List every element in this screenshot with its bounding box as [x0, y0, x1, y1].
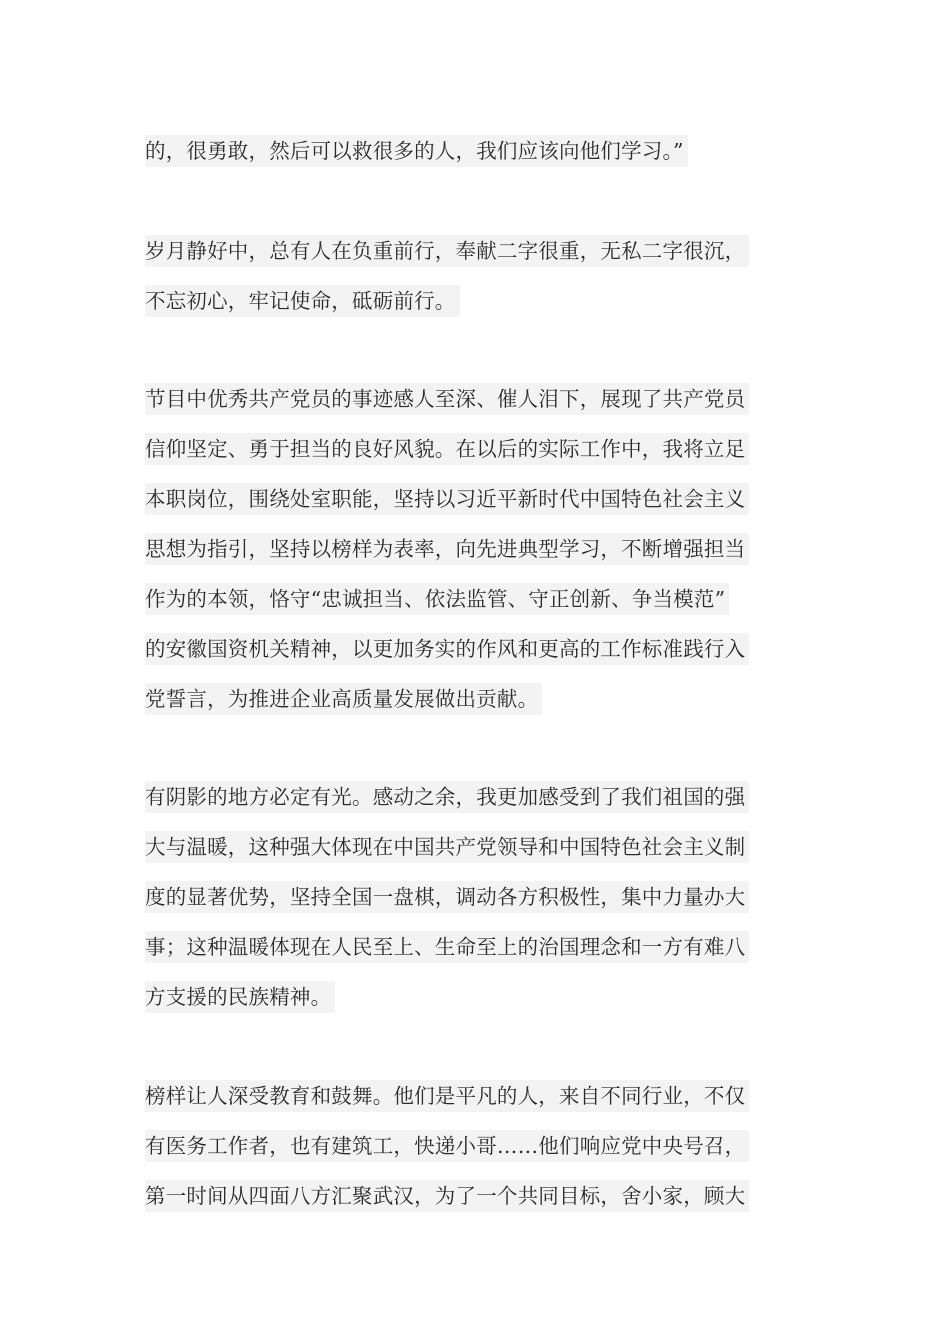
- text-line: 思想为指引，坚持以榜样为表率，向先进典型学习，不断增强担当: [145, 524, 795, 574]
- text-line: 信仰坚定、勇于担当的良好风貌。在以后的实际工作中，我将立足: [145, 424, 795, 474]
- text-line: 节目中优秀共产党员的事迹感人至深、催人泪下，展现了共产党员: [145, 374, 795, 424]
- paragraph-1: [145, 126, 795, 176]
- paragraph-5: [145, 1071, 795, 1221]
- text-line: 本职岗位，围绕处室职能，坚持以习近平新时代中国特色社会主义: [145, 474, 795, 524]
- text-line: 第一时间从四面八方汇聚武汉，为了一个共同目标，舍小家，顾大: [145, 1171, 795, 1221]
- text-line: 有医务工作者，也有建筑工，快递小哥……他们响应党中央号召，: [145, 1121, 795, 1171]
- text-line: 事；这种温暖体现在人民至上、生命至上的治国理念和一方有难八: [145, 922, 795, 972]
- text-line: 度的显著优势，坚持全国一盘棋，调动各方积极性，集中力量办大: [145, 872, 795, 922]
- paragraph-3: [145, 374, 795, 724]
- text-line: 不忘初心，牢记使命，砥砺前行。: [145, 276, 795, 326]
- text-line: 有阴影的地方必定有光。感动之余，我更加感受到了我们祖国的强: [145, 772, 795, 822]
- text-line: 作为的本领，恪守“忠诚担当、依法监管、守正创新、争当模范”: [145, 574, 795, 624]
- text-line: 的，很勇敢，然后可以救很多的人，我们应该向他们学习。”: [145, 126, 795, 176]
- text-line: 的安徽国资机关精神，以更加务实的作风和更高的工作标准践行入: [145, 624, 795, 674]
- text-line: 榜样让人深受教育和鼓舞。他们是平凡的人，来自不同行业，不仅: [145, 1071, 795, 1121]
- text-line: 大与温暖，这种强大体现在中国共产党领导和中国特色社会主义制: [145, 822, 795, 872]
- text-line: 岁月静好中，总有人在负重前行，奉献二字很重，无私二字很沉，: [145, 226, 795, 276]
- text-line: 方支援的民族精神。: [145, 972, 795, 1022]
- paragraph-2: [145, 226, 795, 326]
- text-line: 党誓言，为推进企业高质量发展做出贡献。: [145, 674, 795, 724]
- paragraph-4: [145, 772, 795, 1022]
